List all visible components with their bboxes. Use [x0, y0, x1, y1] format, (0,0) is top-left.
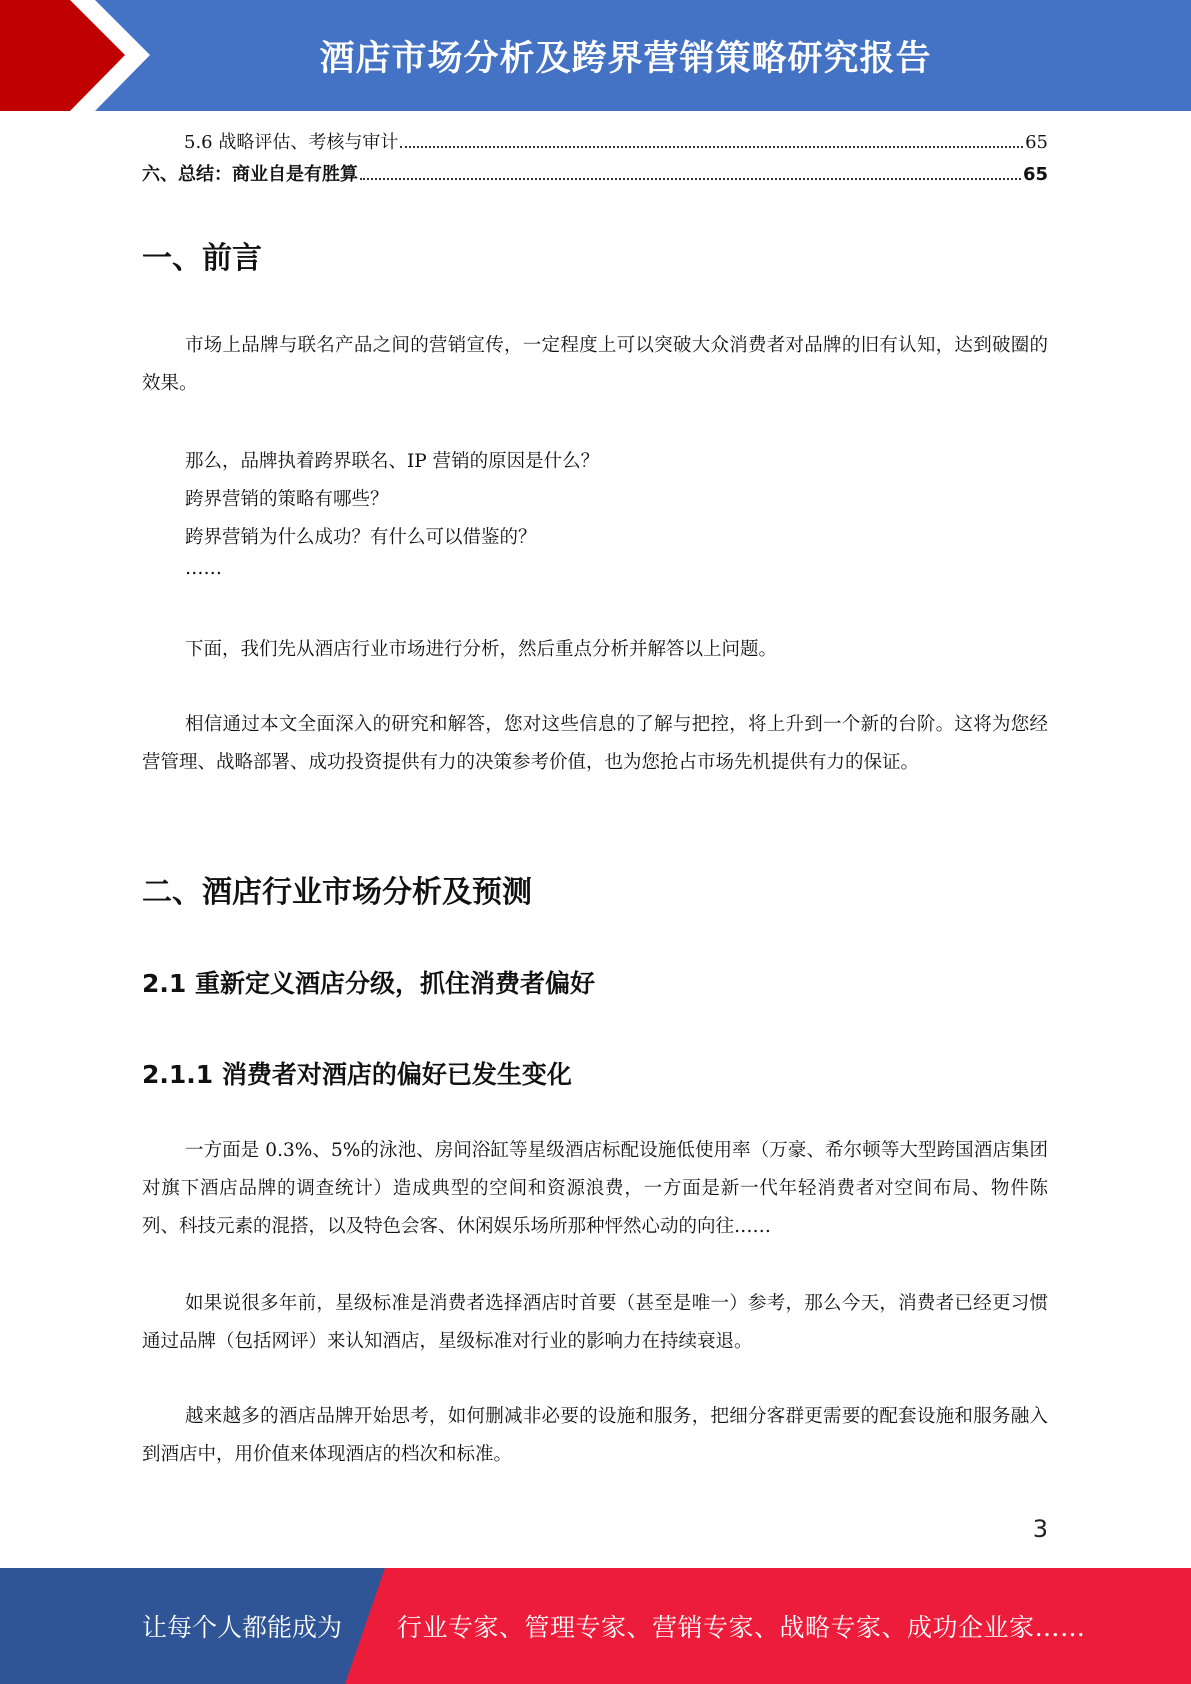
toc-entry-page: 65	[1022, 164, 1048, 185]
question-line: 跨界营销为什么成功？有什么可以借鉴的？	[185, 527, 537, 548]
footer-slogan-right: 行业专家、管理专家、营销专家、战略专家、成功企业家……	[397, 1613, 1086, 1642]
toc-leader-dots	[400, 145, 1023, 148]
subsection-heading: 2.1.1 消费者对酒店的偏好已发生变化	[142, 1060, 572, 1089]
toc-entry-label: 六、总结：商业自是有胜算	[142, 164, 358, 185]
section-heading: 二、酒店行业市场分析及预测	[142, 875, 532, 910]
page-header	[0, 0, 1191, 111]
question-line: 那么，品牌执着跨界联名、IP 营销的原因是什么？	[185, 451, 600, 472]
chevron-arrow-icon	[0, 0, 160, 111]
report-title: 酒店市场分析及跨界营销策略研究报告	[319, 38, 932, 79]
toc-entry-page: 65	[1025, 132, 1048, 153]
body-paragraph: 如果说很多年前，星级标准是消费者选择酒店时首要（甚至是唯一）参考，那么今天，消费者已经更习惯通过品牌（包括网评）来认知酒店，星级标准对行业的影响力在持续衰退。	[142, 1293, 1048, 1352]
toc-entry[interactable]	[142, 128, 1048, 158]
subsection-heading: 2.1 重新定义酒店分级，抓住消费者偏好	[142, 969, 595, 998]
body-paragraph: 越来越多的酒店品牌开始思考，如何删减非必要的设施和服务，把细分客群更需要的配套设施和服务融入到酒店中，用价值来体现酒店的档次和标准。	[142, 1406, 1048, 1465]
body-paragraph: 相信通过本文全面深入的研究和解答，您对这些信息的了解与把控，将上升到一个新的台阶。这将为您经营管理、战略部署、成功投资提供有力的决策参考价值，也为您抢占市场先机提供有力的保证。	[142, 714, 1048, 773]
toc-entry-label: 5.6 战略评估、考核与审计	[184, 132, 399, 153]
section-heading: 一、前言	[142, 241, 262, 276]
question-line: 跨界营销的策略有哪些？	[185, 489, 389, 510]
body-paragraph: 一方面是 0.3%、5%的泳池、房间浴缸等星级酒店标配设施低使用率（万豪、希尔顿等大型跨国酒店集团对旗下酒店品牌的调查统计）造成典型的空间和资源浪费，一方面是新一代年轻消费者对空间布局、物件陈列、科技元素的混搭，以及特色会客、休闲娱乐场所那种怦然心动的向往……	[142, 1140, 1048, 1237]
page-footer	[0, 1568, 1191, 1684]
page-number: 3	[1032, 1515, 1048, 1543]
footer-slogan-left: 让每个人都能成为	[142, 1613, 343, 1642]
question-line: ……	[185, 558, 222, 579]
body-paragraph: 市场上品牌与联名产品之间的营销宣传，一定程度上可以突破大众消费者对品牌的旧有认知，达到破圈的效果。	[142, 335, 1048, 394]
body-paragraph: 下面，我们先从酒店行业市场进行分析，然后重点分析并解答以上问题。	[185, 639, 778, 660]
toc-entry[interactable]	[142, 160, 1048, 190]
toc-leader-dots	[360, 177, 1021, 180]
